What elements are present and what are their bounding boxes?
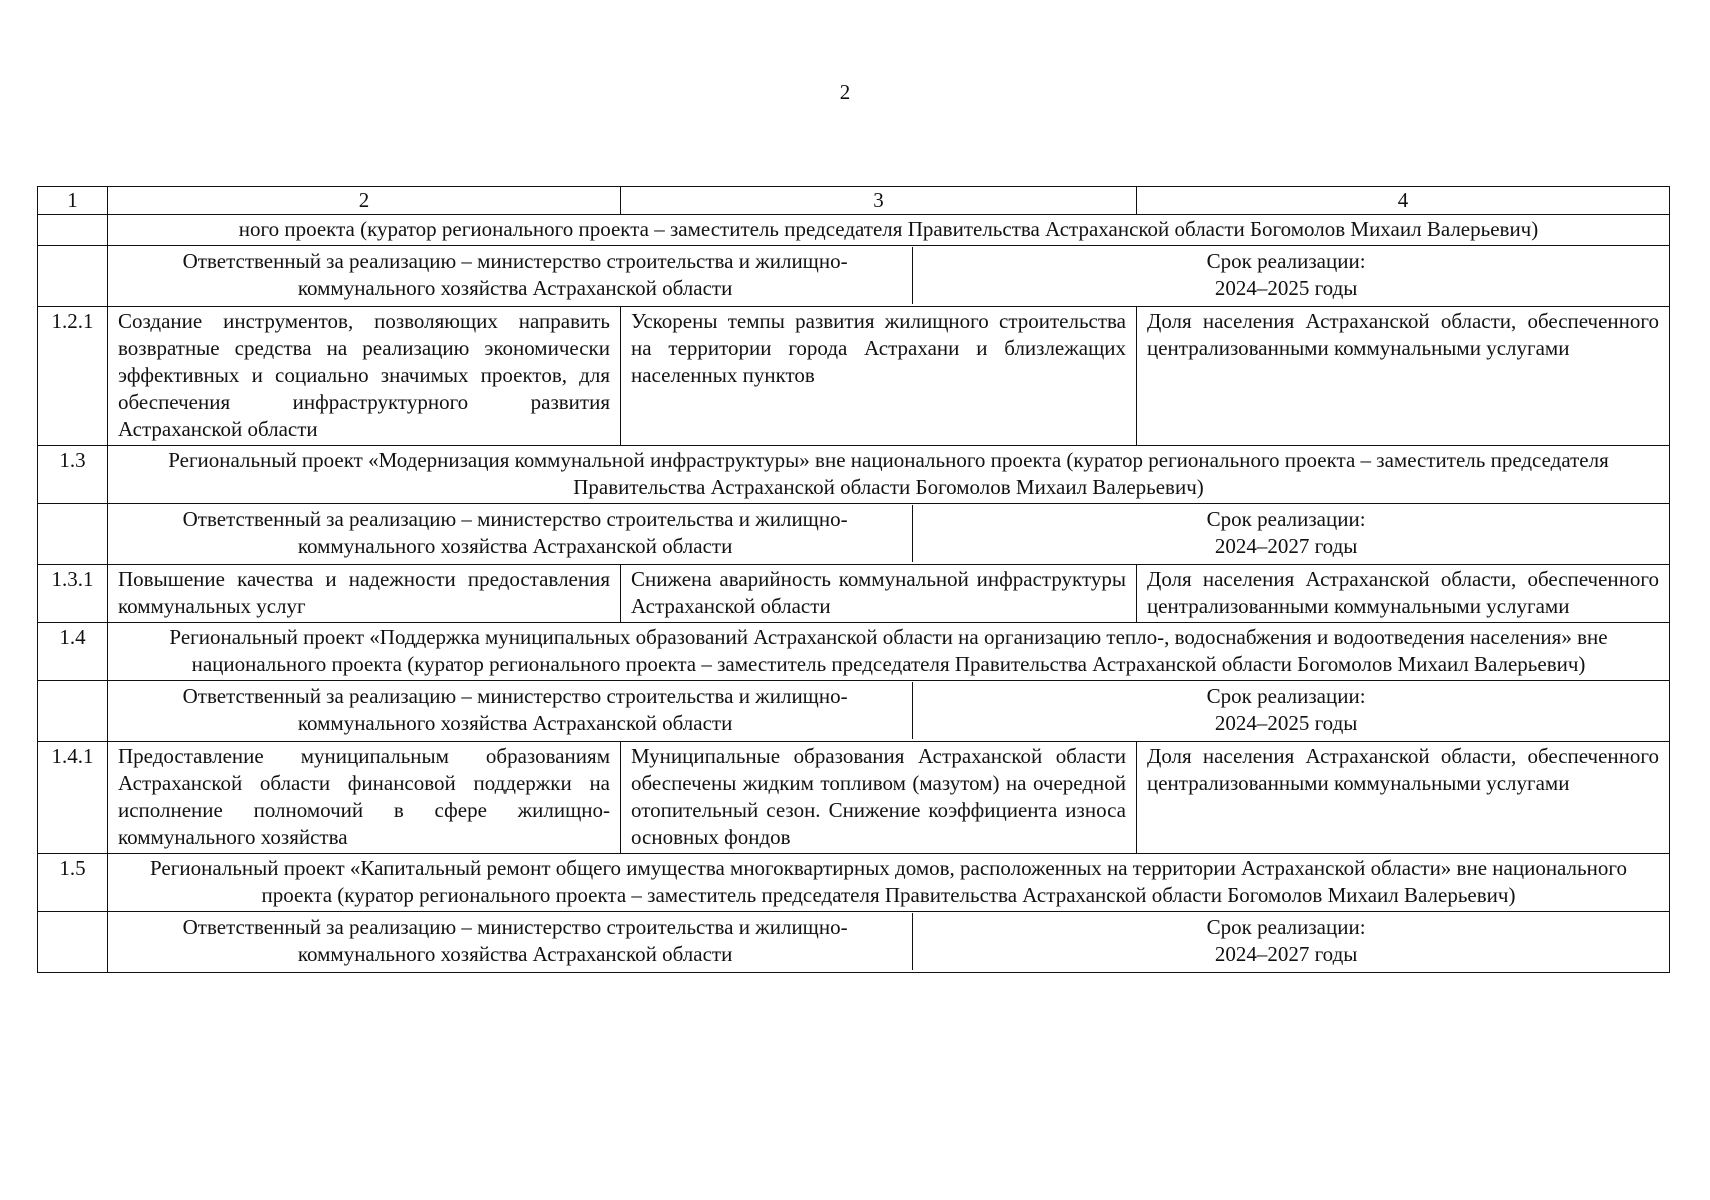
responsible-term-cell — [108, 246, 1670, 307]
project-title: Региональный проект «Поддержка муниципальных образований Астраханской области на организацию тепло-, водоснабжения и водоотведения населения» вне национального проекта (куратор регионального проекта – заместитель председателя Правительства Астраханской области Богомолов Михаил Валерьевич) — [108, 623, 1670, 681]
effect-text: Ускорены темпы развития жилищного строительства на территории города Астрахани и близлежащих населенных пунктов — [621, 307, 1137, 446]
term-value: 2024–2025 годы — [1214, 276, 1358, 300]
project-row — [38, 623, 1670, 681]
task-text: Создание инструментов, позволяющих направить возвратные средства на реализацию экономически эффективных и социально значимых проектов, для обеспечения инфраструктурного развития Астраханской области — [108, 307, 621, 446]
project-row — [38, 446, 1670, 504]
measures-table — [37, 186, 1670, 973]
term-label: Срок реализации: — [1206, 684, 1366, 708]
responsible-text: Ответственный за реализацию – министерство строительства и жилищно-коммунального хозяйства Астраханской области — [118, 505, 913, 562]
task-text: Предоставление муниципальным образованиям Астраханской области финансовой поддержки на исполнение полномочий в сфере жилищно-коммунального хозяйства — [108, 742, 621, 854]
project-title: Региональный проект «Капитальный ремонт общего имущества многоквартирных домов, расположенных на территории Астраханской области» вне национального проекта (куратор регионального проекта – заместитель председателя Правительства Астраханской области Богомолов Михаил Валерьевич) — [108, 854, 1670, 912]
page-number: 2 — [839, 80, 851, 104]
column-4-number: 4 — [1137, 187, 1670, 215]
column-2-number: 2 — [108, 187, 621, 215]
responsible-term-cell — [108, 504, 1670, 565]
project-number: 1.4 — [38, 623, 108, 681]
term-cell — [913, 682, 1659, 739]
project-title-continued: ного проекта (куратор регионального проекта – заместитель председателя Правительства Астраханской области Богомолов Михаил Валерьевич) — [108, 215, 1670, 246]
project-row-continued — [38, 215, 1670, 246]
term-value: 2024–2027 годы — [1214, 534, 1358, 558]
term-label: Срок реализации: — [1206, 915, 1366, 939]
row-number-cell — [38, 912, 108, 973]
responsible-text: Ответственный за реализацию – министерство строительства и жилищно-коммунального хозяйства Астраханской области — [118, 913, 913, 970]
column-1-number: 1 — [38, 187, 108, 215]
row-number-cell — [38, 504, 108, 565]
indicator-text: Доля населения Астраханской области, обеспеченного централизованными коммунальными услугами — [1137, 742, 1670, 854]
responsible-text: Ответственный за реализацию – министерство строительства и жилищно-коммунального хозяйства Астраханской области — [118, 682, 913, 739]
effect-text: Снижена аварийность коммунальной инфраструктуры Астраханской области — [621, 565, 1137, 623]
indicator-text: Доля населения Астраханской области, обеспеченного централизованными коммунальными услугами — [1137, 565, 1670, 623]
task-text: Повышение качества и надежности предоставления коммунальных услуг — [108, 565, 621, 623]
project-number: 1.3 — [38, 446, 108, 504]
task-row — [38, 307, 1670, 446]
term-label: Срок реализации: — [1206, 507, 1366, 531]
indicator-text: Доля населения Астраханской области, обеспеченного централизованными коммунальными услугами — [1137, 307, 1670, 446]
project-number: 1.5 — [38, 854, 108, 912]
column-3-number: 3 — [621, 187, 1137, 215]
row-number-cell — [38, 215, 108, 246]
term-label: Срок реализации: — [1206, 249, 1366, 273]
responsible-term-cell — [108, 681, 1670, 742]
row-number-cell — [38, 246, 108, 307]
responsible-row — [38, 681, 1670, 742]
project-title: Региональный проект «Модернизация коммунальной инфраструктуры» вне национального проекта (куратор регионального проекта – заместитель председателя Правительства Астраханской области Богомолов Михаил Валерьевич) — [108, 446, 1670, 504]
responsible-row — [38, 246, 1670, 307]
effect-text: Муниципальные образования Астраханской области обеспечены жидким топливом (мазутом) на очередной отопительный сезон. Снижение коэффициента износа основных фондов — [621, 742, 1137, 854]
task-number: 1.2.1 — [38, 307, 108, 446]
responsible-row — [38, 912, 1670, 973]
column-number-row — [38, 187, 1670, 215]
responsible-row — [38, 504, 1670, 565]
task-number: 1.4.1 — [38, 742, 108, 854]
task-row — [38, 565, 1670, 623]
term-cell — [913, 505, 1659, 562]
row-number-cell — [38, 681, 108, 742]
task-number: 1.3.1 — [38, 565, 108, 623]
responsible-text: Ответственный за реализацию – министерство строительства и жилищно-коммунального хозяйства Астраханской области — [118, 247, 913, 304]
term-value: 2024–2027 годы — [1214, 942, 1358, 966]
term-cell — [913, 913, 1659, 970]
project-row — [38, 854, 1670, 912]
term-value: 2024–2025 годы — [1214, 711, 1358, 735]
task-row — [38, 742, 1670, 854]
responsible-term-cell — [108, 912, 1670, 973]
term-cell — [913, 247, 1659, 304]
